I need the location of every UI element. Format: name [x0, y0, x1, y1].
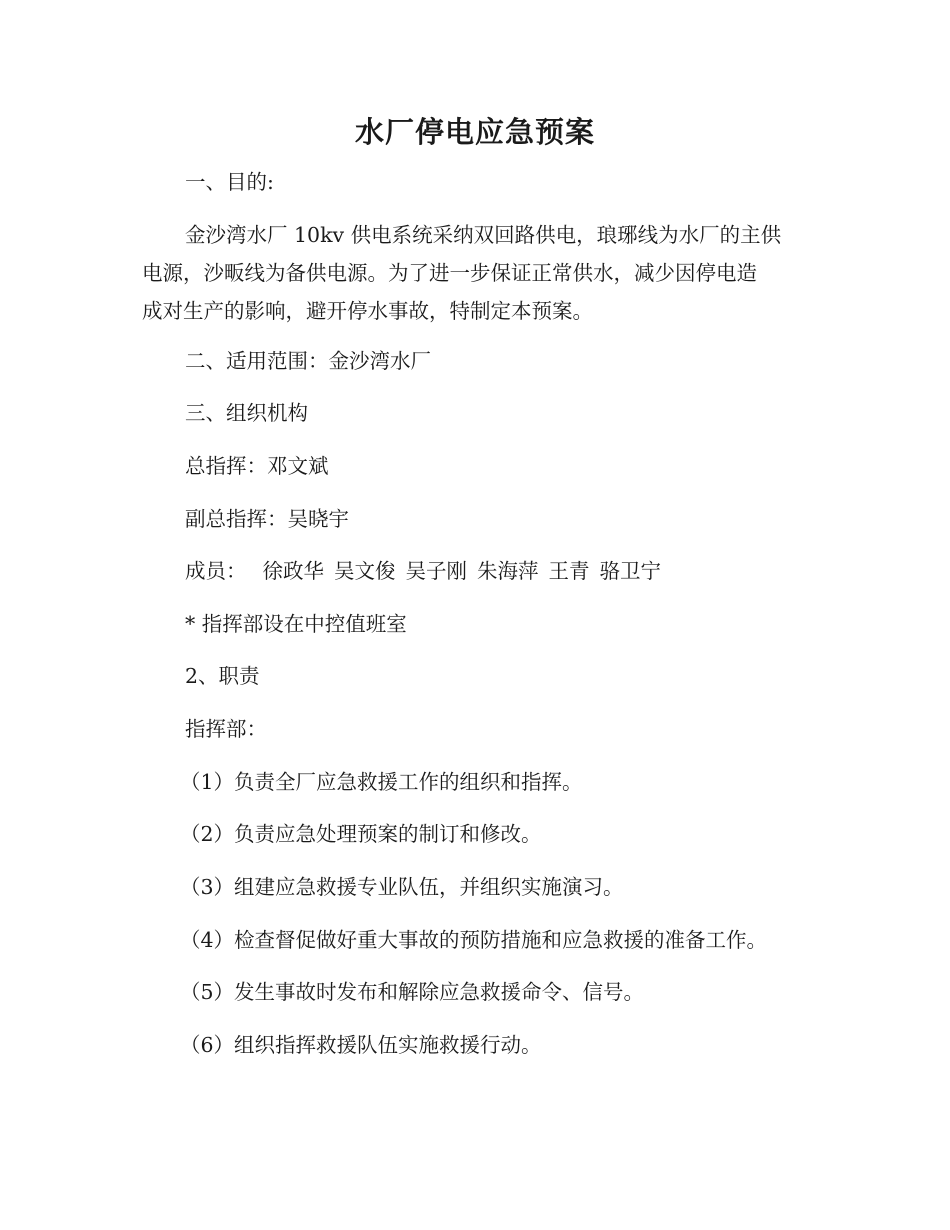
commander-line: 总指挥：邓文斌 [185, 454, 329, 478]
duty-item: （6）组织指挥救援队伍实施救援行动。 [180, 1033, 542, 1057]
member-name: 骆卫宁 [599, 559, 661, 583]
section-purpose-heading: 一、目的: [185, 170, 274, 194]
member-name: 徐政华 [262, 559, 324, 583]
duty-item: （4）检查督促做好重大事故的预防措施和应急救援的准备工作。 [180, 928, 768, 952]
member-name: 王青 [548, 559, 590, 583]
duty-item: （2）负责应急处理预案的制订和修改。 [180, 822, 542, 846]
duty-item: （1）负责全厂应急救援工作的组织和指挥。 [180, 770, 583, 794]
purpose-line: 成对生产的影响，避开停水事故，特制定本预案。 [142, 299, 593, 323]
document-title: 水厂停电应急预案 [354, 115, 595, 149]
section-organization-heading: 三、组织机构 [185, 401, 308, 425]
headquarters-label: 指挥部： [185, 717, 267, 741]
purpose-line: 电源，沙畈线为备供电源。为了进一步保证正常供水，减少因停电造 [142, 261, 757, 285]
duty-item: （5）发生事故时发布和解除应急救援命令、信号。 [180, 980, 645, 1004]
members-line [185, 552, 671, 590]
members-label: 成员： [185, 559, 247, 583]
member-name: 朱海萍 [477, 559, 539, 583]
deputy-commander-line: 副总指挥：吴晓宇 [185, 507, 349, 531]
headquarters-note: * 指挥部设在中控值班室 [185, 612, 407, 636]
duties-heading: 2、职责 [185, 664, 260, 688]
duty-item: （3）组建应急救援专业队伍，并组织实施演习。 [180, 875, 624, 899]
member-name: 吴文俊 [334, 559, 396, 583]
purpose-paragraph [142, 216, 812, 330]
purpose-line: 金沙湾水厂 10kv 供电系统采纳双回路供电，琅琊线为水厂的主供 [185, 223, 782, 247]
member-name: 吴子刚 [405, 559, 467, 583]
section-scope: 二、适用范围：金沙湾水厂 [185, 349, 431, 373]
